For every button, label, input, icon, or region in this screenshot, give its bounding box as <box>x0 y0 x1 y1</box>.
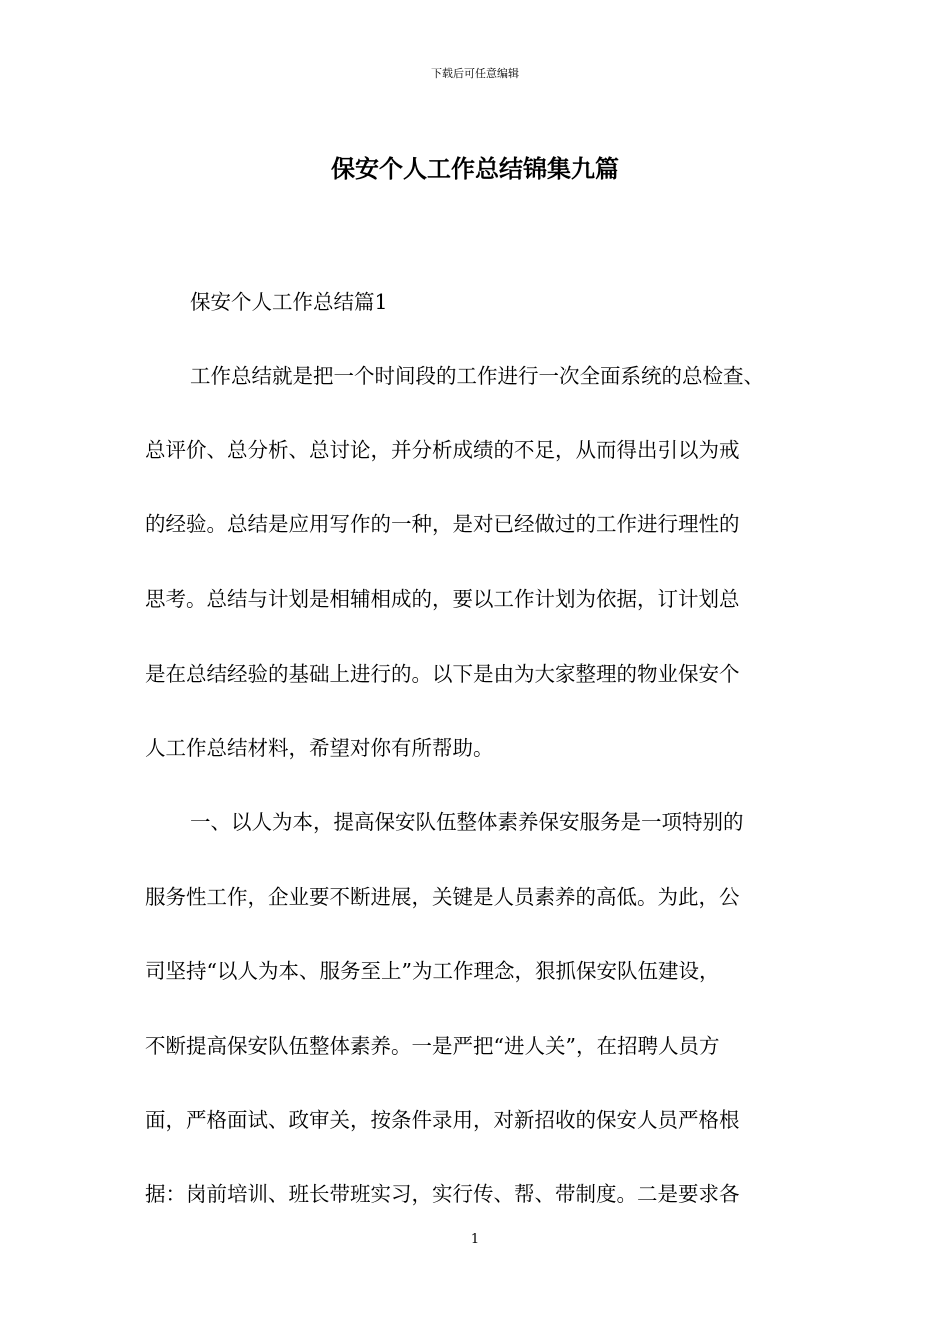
paragraph-line: 人工作总结材料，希望对你有所帮助。 <box>145 736 494 760</box>
paragraph-line: 一、以人为本，提高保安队伍整体素养保安服务是一项特别的 <box>190 810 744 834</box>
paragraph-line: 的经验。总结是应用写作的一种，是对已经做过的工作进行理性的 <box>145 512 740 536</box>
paragraph-line: 司坚持“以人为本、服务至上”为工作理念，狠抓保安队伍建设， <box>145 959 720 983</box>
document-title: 保安个人工作总结锦集九篇 <box>331 154 619 183</box>
header-note: 下载后可任意编辑 <box>431 67 519 80</box>
paragraph-line: 思考。总结与计划是相辅相成的，要以工作计划为依据，订计划总 <box>145 587 740 611</box>
paragraph-line: 工作总结就是把一个时间段的工作进行一次全面系统的总检查、 <box>190 364 764 388</box>
section-heading: 保安个人工作总结篇1 <box>190 290 388 314</box>
paragraph-line: 总评价、总分析、总讨论，并分析成绩的不足，从而得出引以为戒 <box>145 438 740 462</box>
paragraph-line: 面，严格面试、政审关，按条件录用，对新招收的保安人员严格根 <box>145 1108 740 1132</box>
paragraph-line: 是在总结经验的基础上进行的。以下是由为大家整理的物业保安个 <box>145 662 740 686</box>
paragraph-line: 不断提高保安队伍整体素养。一是严把“进人关”，在招聘人员方 <box>145 1034 720 1058</box>
paragraph-line: 据：岗前培训、班长带班实习，实行传、帮、带制度。二是要求各 <box>145 1182 740 1206</box>
paragraph-line: 服务性工作，企业要不断进展，关键是人员素养的高低。为此，公 <box>145 885 740 909</box>
page-number: 1 <box>470 1232 480 1247</box>
